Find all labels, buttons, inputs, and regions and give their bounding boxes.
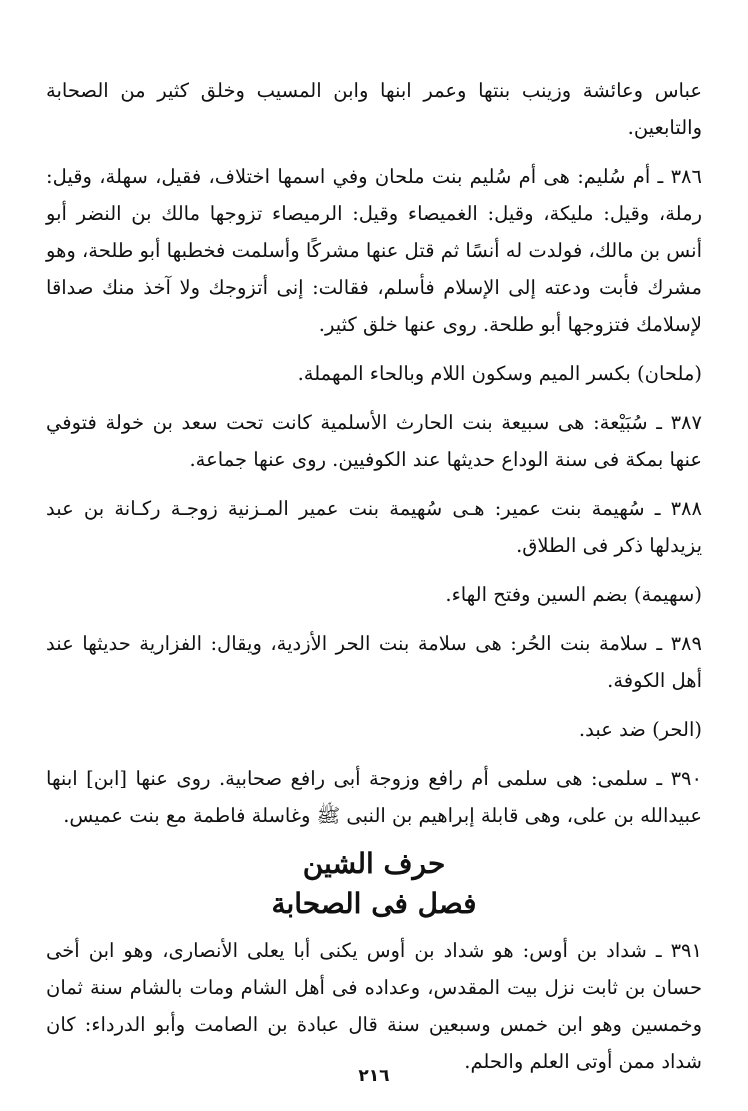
entry-391-shaddad: ٣٩١ ـ شداد بن أوس: هو شداد بن أوس يكنى أبا يعلى الأنصارى، وهو ابن أخى حسان بن ثابت نزل بيت المقدس، وعداده فى أهل الشام ومات بالشام سنة ثمان وخمسين وهو ابن خمس وسبعين سنة قال عبادة بن الصامت وأبو الدرداء: كان شداد ممن أوتى العلم والحلم. [46, 939, 702, 1073]
entry-389-salamah: ٣٨٩ ـ سلامة بنت الحُر: هى سلامة بنت الحر الأزدية، ويقال: الفزارية حديثها عند أهل الكوفة. [46, 632, 702, 692]
page-number: ٢١٦ [358, 1066, 390, 1086]
document-page [46, 72, 702, 1072]
letter-heading: حرف الشين [302, 847, 446, 880]
entry-386-umm-sulaym: ٣٨٦ ـ أم سُليم: هى أم سُليم بنت ملحان وفي اسمها اختلاف، فقيل، سهلة، وقيل: رملة، وقيل: مليكة، وقيل: الغميصاء وقيل: الرميصاء تزوجها مالك بن النضر أبو أنس بن مالك، فولدت له أنسًا ثم قتل عنها مشركًا وأسلمت فخطبها أبو طلحة، وهو مشرك فأبت ودعته إلى الإسلام فأسلم، فقالت: إنى أتزوجك ولا آخذ منك صداقا لإسلامك فتزوجها أبو طلحة. روى عنها خلق كثير. [46, 165, 702, 336]
note-hurr: (الحر) ضد عبد. [578, 718, 702, 741]
entry-388-suhaymah: ٣٨٨ ـ سُهيمة بنت عمير: هـى سُهيمة بنت عمير المـزنية زوجـة ركـانة بن عبد يزيدلها ذكر فى الطلاق. [46, 497, 702, 557]
note-suhaymah: (سهيمة) بضم السين وفتح الهاء. [445, 583, 702, 606]
paragraph-abbas-continuation: عباس وعائشة وزينب بنتها وعمر ابنها وابن المسيب وخلق كثير من الصحابة والتابعين. [46, 79, 702, 139]
section-heading: فصل فى الصحابة [271, 887, 477, 920]
note-milhan: (ملحان) بكسر الميم وسكون اللام وبالحاء المهملة. [297, 362, 702, 385]
entry-387-subayah: ٣٨٧ ـ سُبَيْعة: هى سبيعة بنت الحارث الأسلمية كانت تحت سعد بن خولة فتوفي عنها بمكة فى سنة الوداع حديثها عند الكوفيين. روى عنها جماعة. [46, 411, 702, 471]
entry-390-salma: ٣٩٠ ـ سلمى: هى سلمى أم رافع وزوجة أبى رافع صحابية. روى عنها [ابن] ابنها عبيدالله بن على، وهى قابلة إبراهيم بن النبى ﷺ وغاسلة فاطمة مع بنت عميس. [46, 767, 702, 827]
